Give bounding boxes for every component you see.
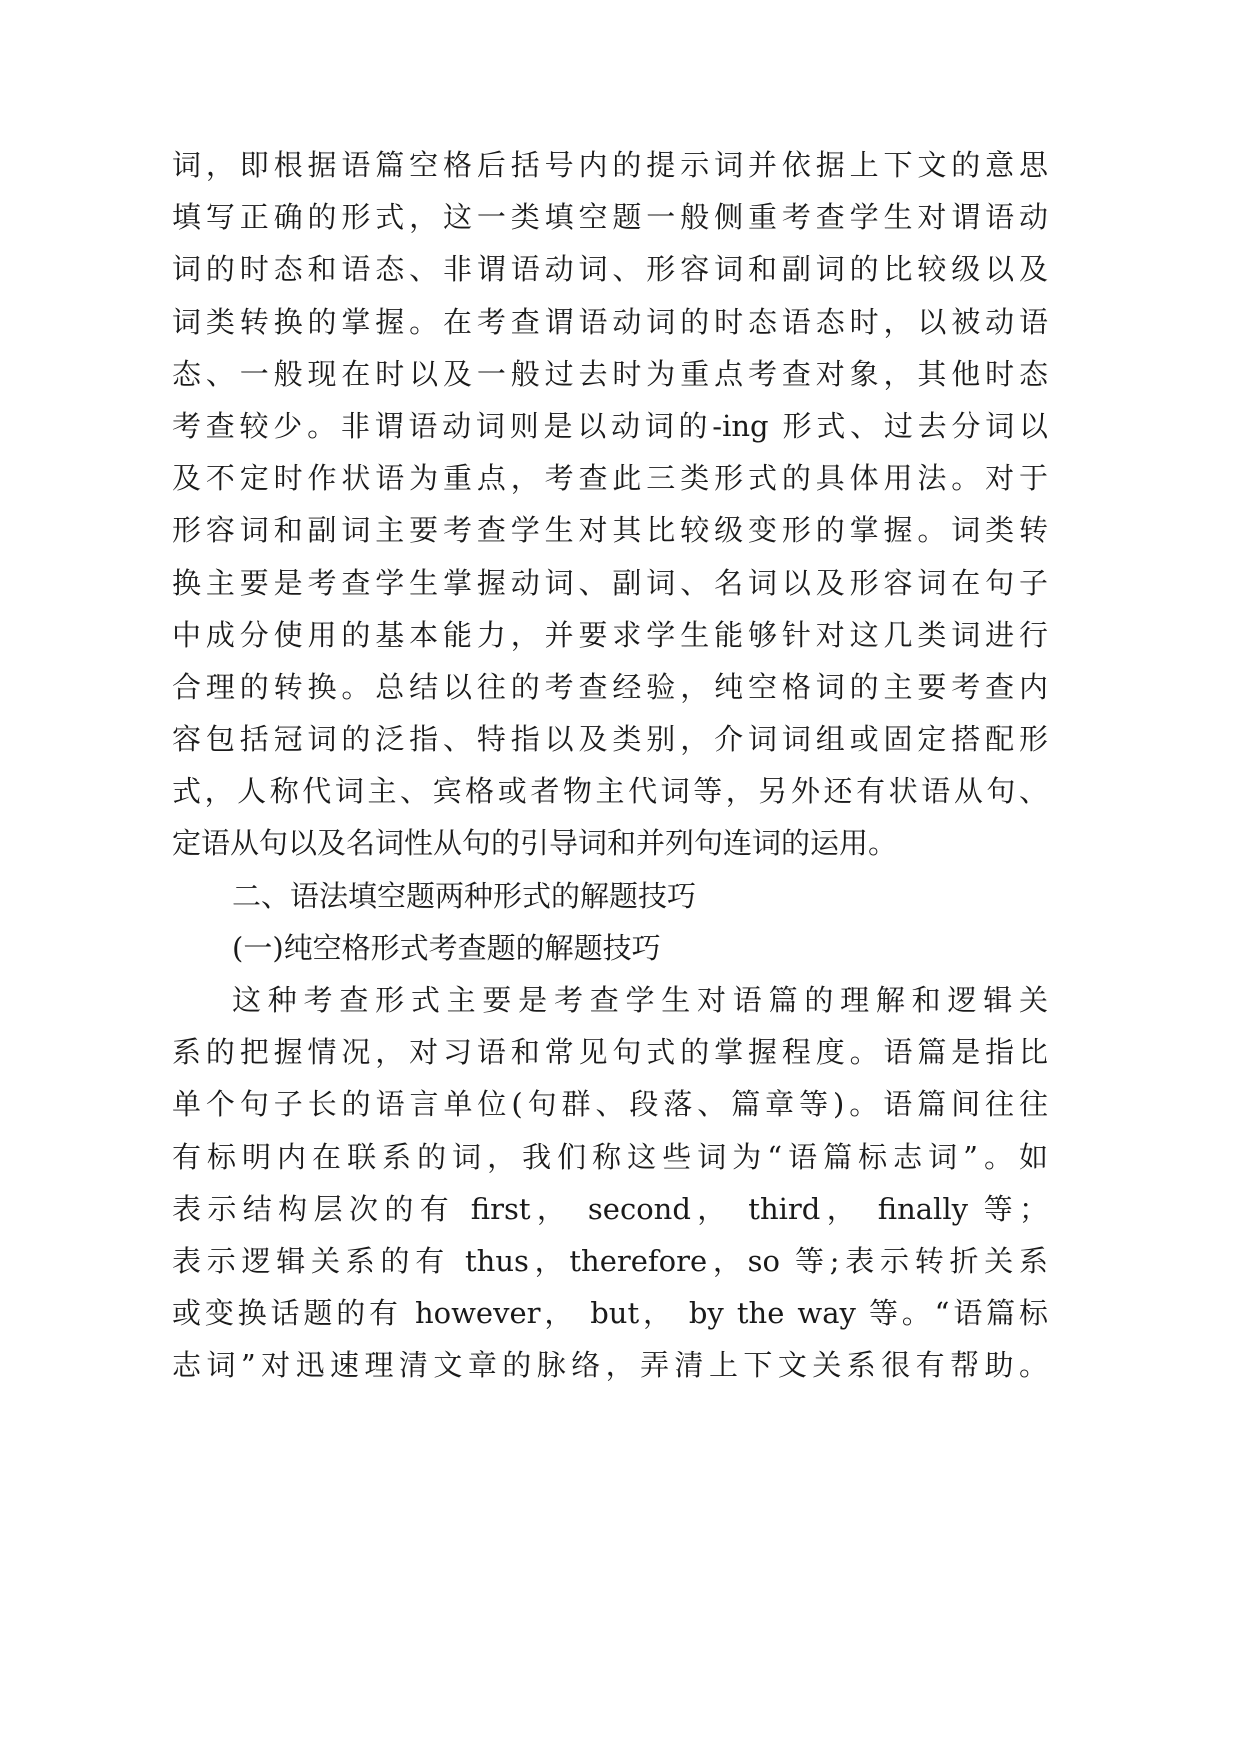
- text-line: 及不定时作状语为重点，考查此三类形式的具体用法。对于: [172, 461, 1048, 496]
- text-line: 系的把握情况，对习语和常见句式的掌握程度。语篇是指比: [172, 1035, 1048, 1070]
- text-line: 有标明内在联系的词，我们称这些词为“语篇标志词”。如: [172, 1139, 1048, 1174]
- text-line: 表示逻辑关系的有 thus，therefore，so 等;表示转折关系: [172, 1243, 1048, 1278]
- text-line: 态、一般现在时以及一般过去时为重点考查对象，其他时态: [172, 356, 1048, 391]
- text-line: 或变换话题的有 however， but， by the way 等。“语篇标: [172, 1296, 1048, 1331]
- text-line: 式，人称代词主、宾格或者物主代词等，另外还有状语从句、: [172, 774, 1048, 809]
- section-heading: 二、语法填空题两种形式的解题技巧: [232, 878, 697, 913]
- text-line: 合理的转换。总结以往的考查经验，纯空格词的主要考查内: [172, 669, 1048, 704]
- text-line: 这种考查形式主要是考查学生对语篇的理解和逻辑关: [232, 983, 1048, 1017]
- text-line: 中成分使用的基本能力，并要求学生能够针对这几类词进行: [172, 617, 1048, 652]
- text-line: 志词”对迅速理清文章的脉络，弄清上下文关系很有帮助。: [172, 1348, 1048, 1383]
- text-line: 词，即根据语篇空格后括号内的提示词并依据上下文的意思: [172, 148, 1048, 182]
- text-line: 形容词和副词主要考查学生对其比较级变形的掌握。词类转: [172, 513, 1048, 548]
- text-line: 单个句子长的语言单位(句群、段落、篇章等)。语篇间往往: [172, 1087, 1048, 1122]
- body-text: [172, 139, 1048, 1392]
- text-line: 填写正确的形式，这一类填空题一般侧重考查学生对谓语动: [172, 200, 1048, 235]
- text-line: 换主要是考查学生掌握动词、副词、名词以及形容词在句子: [172, 565, 1048, 600]
- text-line: 词的时态和语态、非谓语动词、形容词和副词的比较级以及: [172, 252, 1048, 287]
- text-line: 考查较少。非谓语动词则是以动词的-ing 形式、过去分词以: [172, 408, 1048, 443]
- text-line: 表示结构层次的有 first， second， third， finally 等；: [172, 1191, 1048, 1226]
- text-line: 容包括冠词的泛指、特指以及类别，介词词组或固定搭配形: [172, 722, 1048, 757]
- text-line: 定语从句以及名词性从句的引导词和并列句连词的运用。: [172, 826, 898, 861]
- text-line: 词类转换的掌握。在考查谓语动词的时态语态时，以被动语: [172, 304, 1048, 339]
- subsection-heading: (一)纯空格形式考查题的解题技巧: [232, 930, 661, 965]
